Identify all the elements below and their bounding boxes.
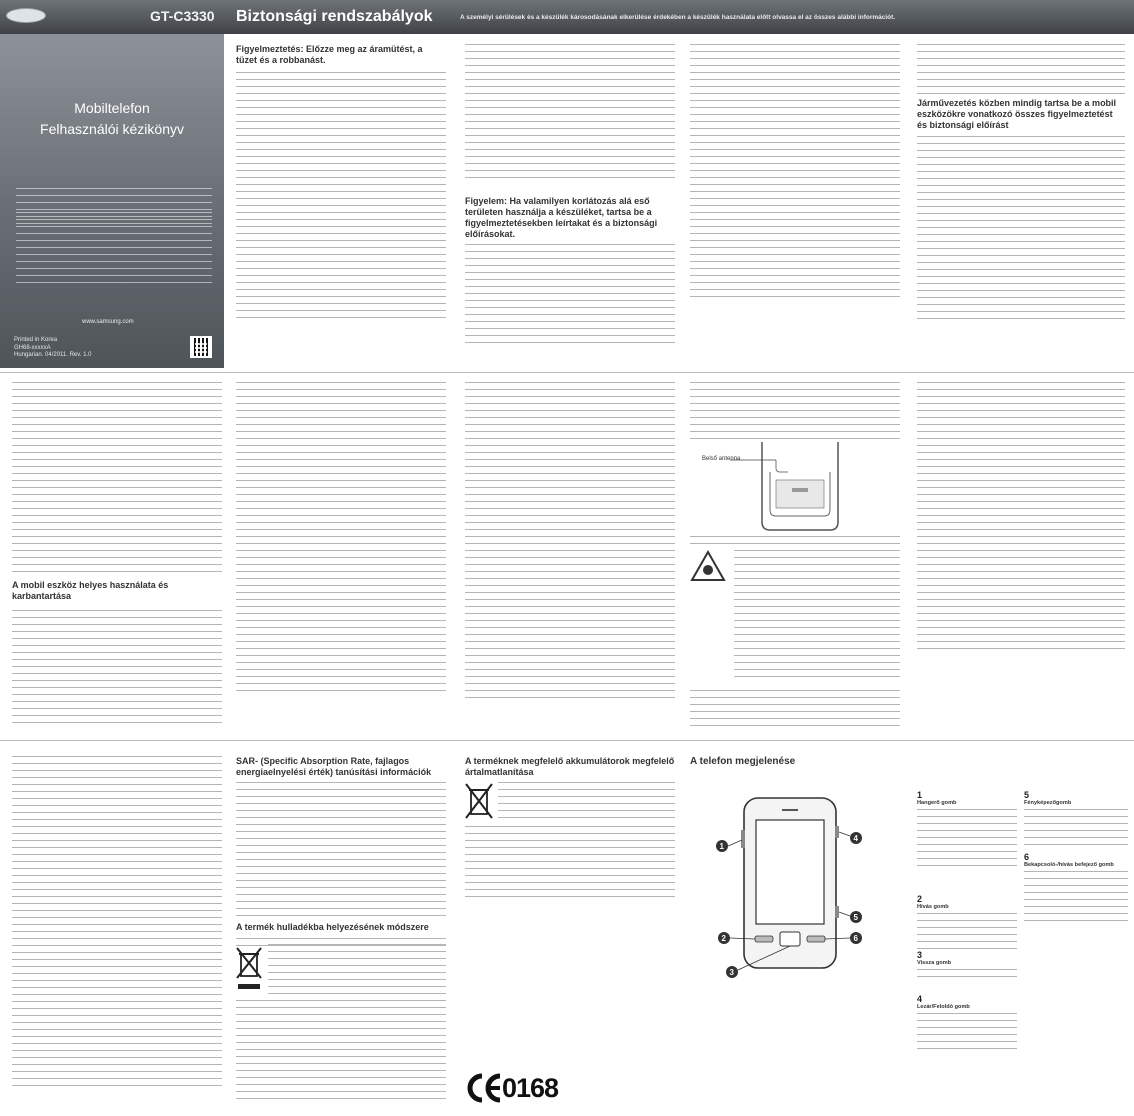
phone-diagram <box>700 790 880 990</box>
key-item-1: 1 Hangerő gomb <box>917 790 1017 869</box>
cover-subtitle: Felhasználói kézikönyv <box>40 121 184 137</box>
cover-website: www.samsung.com <box>82 319 134 325</box>
key-desc-5 <box>1024 809 1128 845</box>
ce-logo-icon <box>464 1072 504 1104</box>
callout-1: 1 <box>719 842 724 851</box>
text-block-col1b-row2 <box>12 610 222 726</box>
key-desc-3 <box>917 969 1017 983</box>
text-block-sar <box>236 782 446 916</box>
callout-3: 3 <box>729 968 734 977</box>
text-block-col1-row3 <box>12 756 222 1086</box>
text-block-col2-row1 <box>236 72 446 320</box>
antenna-label: Belső antenna <box>702 456 741 462</box>
header-note: A személyi sérülések és a készülék károsodásának elkerülése érdekében a készülék használata előtt olvassa el az összes alábbi információt. <box>460 14 896 21</box>
text-block-col3b-row1 <box>465 244 675 344</box>
key-name-3: Vissza gomb <box>917 960 952 966</box>
battery-bin-icon <box>465 782 493 822</box>
row-divider-1 <box>0 372 1134 373</box>
cover-bullets-3 <box>16 254 212 286</box>
heading-battery-disposal: A terméknek megfelelő akkumulátorok megfelelő ártalmatlanítása <box>465 756 675 777</box>
heading-road-safety: Járművezetés közben mindig tartsa be a mobil eszközökre vonatkozó összes figyelmeztetést és biztonsági előírást <box>917 98 1117 130</box>
heading-caution-restricted: Figyelem: Ha valamilyen korlátozás alá eső területen használja a készüléket, tartsa be a figyelmeztetésekben leírtakat és a biztonsági előírásokat. <box>465 196 658 239</box>
model-number: GT-C3330 <box>150 8 215 24</box>
cover-bullets-2 <box>16 212 212 252</box>
heading-phone-layout: A telefon megjelenése <box>690 756 796 767</box>
page-title: Biztonsági rendszabályok <box>236 8 433 25</box>
heading-proper-use: A mobil eszköz helyes használata és karbantartása <box>12 580 169 601</box>
callout-6: 6 <box>853 934 858 943</box>
text-block-battery-a <box>498 782 675 822</box>
warning-triangle-icon <box>690 550 726 582</box>
text-block-col4d-row2 <box>690 690 900 726</box>
text-block-col3a-row1 <box>465 44 675 184</box>
key-name-2: Hívás gomb <box>917 904 949 910</box>
key-name-5: Fényképezőgomb <box>1024 800 1072 806</box>
cover-title: Mobiltelefon <box>74 100 150 116</box>
text-block-col5a-row1 <box>917 44 1125 94</box>
key-desc-2 <box>917 913 1017 949</box>
key-desc-1 <box>917 809 1017 869</box>
text-block-col4a-row2 <box>690 382 900 440</box>
text-block-col4c-row2 <box>734 550 900 680</box>
text-block-col1a-row2 <box>12 382 222 574</box>
text-block-col5b-row1 <box>917 136 1125 320</box>
heading-warning-electric: Figyelmeztetés: Előzze meg az áramütést, a tüzet és a robbanást. <box>236 44 423 65</box>
text-block-col3-row2 <box>465 382 675 704</box>
key-desc-6 <box>1024 871 1128 921</box>
text-block-disposal-b <box>236 1000 446 1100</box>
key-item-5: 5 Fényképezőgomb <box>1024 790 1128 845</box>
heading-sar: SAR- (Specific Absorption Rate, fajlagos energiaelnyelési érték) tanúsítási információk <box>236 756 432 777</box>
samsung-logo <box>6 8 46 23</box>
callout-5: 5 <box>853 913 858 922</box>
text-block-col5-row2 <box>917 382 1125 654</box>
ce-number: 0168 <box>502 1073 559 1103</box>
key-name-1: Hangerő gomb <box>917 800 957 806</box>
antenna-figure <box>690 440 900 532</box>
key-item-2: 2 Hívás gomb <box>917 894 1017 949</box>
key-name-4: Lezár/Feloldó gomb <box>917 1004 970 1010</box>
text-block-battery-b <box>465 826 675 902</box>
crossed-bin-icon <box>236 944 262 992</box>
key-item-6: 6 Bekapcsoló-/hívás befejező gomb <box>1024 852 1128 921</box>
row-divider-2 <box>0 740 1134 741</box>
cover-print-info: Printed in Korea GH68-xxxxxA Hungarian. 04/2011. Rev. 1.0 <box>14 337 92 358</box>
qr-code <box>190 336 212 358</box>
text-block-col2-row2 <box>236 382 446 694</box>
key-item-3: 3 Vissza gomb <box>917 950 1017 983</box>
key-item-4: 4 Lezár/Feloldó gomb <box>917 994 1017 1049</box>
callout-2: 2 <box>721 934 726 943</box>
heading-product-disposal: A termék hulladékba helyezésének módszere <box>236 922 429 932</box>
text-block-disposal-a <box>268 944 446 996</box>
key-name-6: Bekapcsoló-/hívás befejező gomb <box>1024 862 1114 868</box>
text-block-col4b-row2 <box>690 536 900 548</box>
key-desc-4 <box>917 1013 1017 1049</box>
callout-4: 4 <box>853 834 858 843</box>
text-block-col4-row1 <box>690 44 900 298</box>
